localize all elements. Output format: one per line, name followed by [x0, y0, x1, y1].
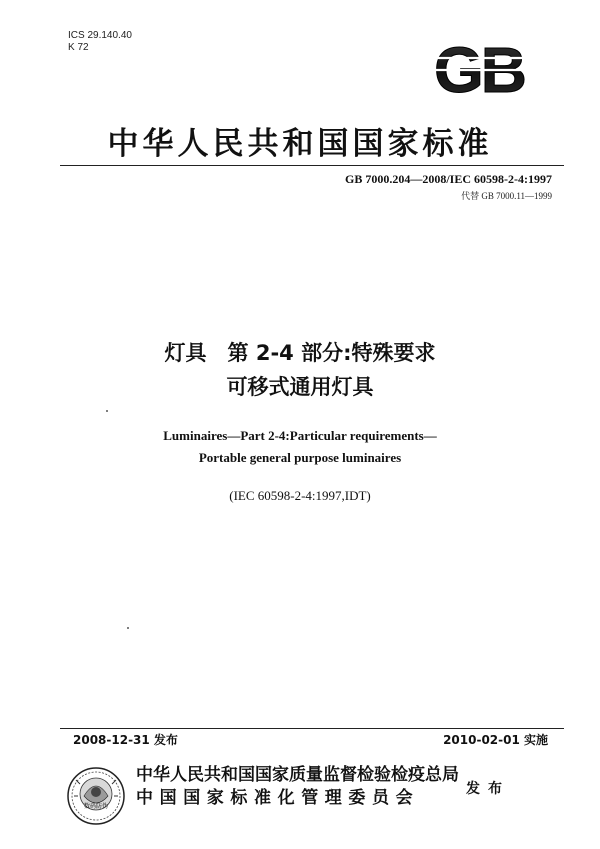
publish-date: 2008-12-31 发布 — [73, 733, 178, 747]
publish-label: 发布 — [466, 781, 510, 797]
title-en-line-2: Portable general purpose luminaires — [198, 450, 402, 465]
gb-logo — [420, 40, 538, 98]
ccs-code: K 72 — [68, 42, 89, 53]
issuer-aqsiq: 中华人民共和国国家质量监督检验检疫总局 — [136, 765, 459, 785]
standard-number: GB 7000.204—2008/IEC 60598-2-4:1997 — [345, 172, 552, 186]
issuer-sac: 中国国家标准化管理委员会 — [136, 788, 420, 808]
gb-logo-text: GB — [434, 40, 524, 98]
anti-counterfeit-seal-icon — [66, 766, 126, 826]
document-title-chinese — [0, 336, 600, 404]
national-standard-title: 中华人民共和国国家标准 — [107, 126, 493, 162]
document-title-english — [0, 425, 600, 469]
replaces-standard: 代替 GB 7000.11—1999 — [461, 191, 552, 201]
title-cn-line-2: 可移式通用灯具 — [226, 375, 374, 399]
issuing-authorities — [136, 764, 459, 810]
title-en-line-1: Luminaires—Part 2-4:Particular requirements— — [163, 428, 437, 443]
top-divider — [60, 165, 564, 166]
implement-date: 2010-02-01 实施 — [443, 733, 548, 747]
scan-speck — [106, 410, 108, 412]
iec-equivalence: (IEC 60598-2-4:1997,IDT) — [229, 488, 371, 503]
ics-code: ICS 29.140.40 — [68, 30, 132, 41]
bottom-divider — [60, 728, 564, 729]
title-cn-line-1: 灯具 第 2-4 部分:特殊要求 — [164, 341, 436, 365]
scan-speck — [127, 627, 129, 629]
classification-codes — [68, 30, 132, 54]
seal-caption: 数码防伪 — [83, 803, 108, 810]
